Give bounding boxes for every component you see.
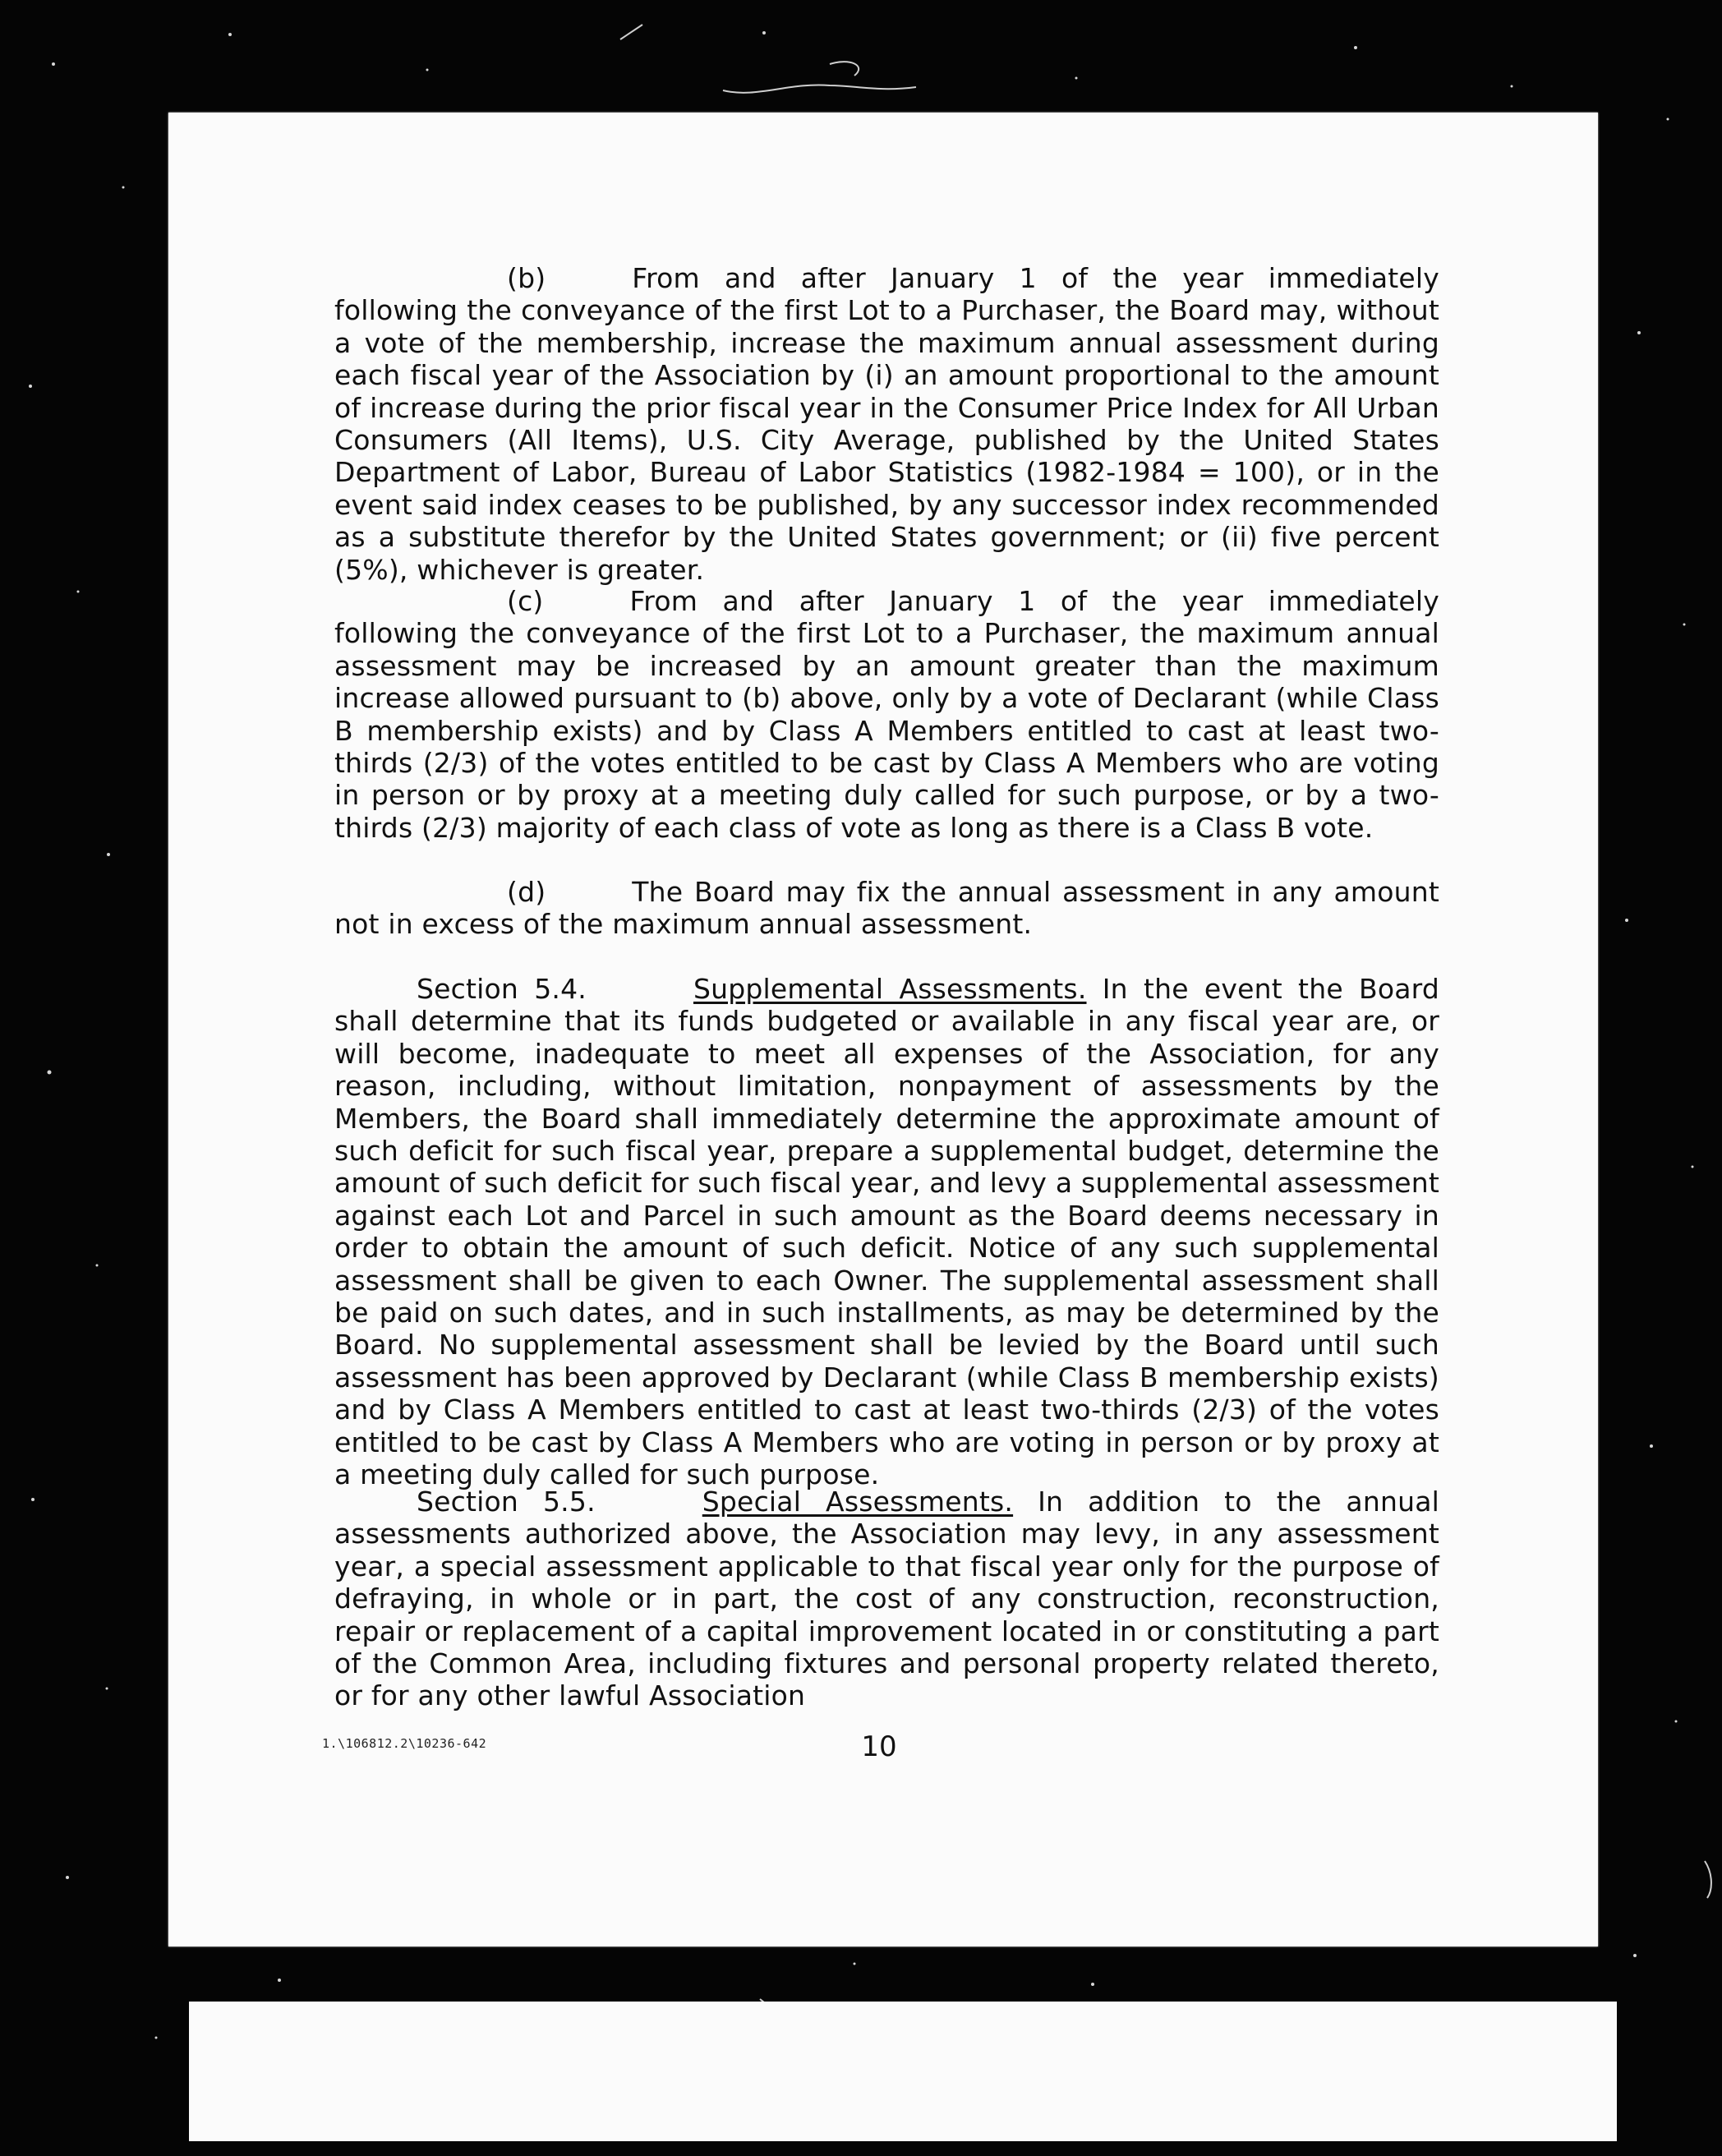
page-number: 10 [861,1730,897,1763]
section-5-5-number: Section 5.5. [417,1486,596,1518]
paragraph-b-label: (b) [507,262,546,294]
next-page-edge [189,2002,1617,2141]
section-5-4-heading: Supplemental Assessments. [693,973,1087,1005]
section-5-4-number: Section 5.4. [417,973,587,1005]
document-code: 1.\106812.2\10236-642 [322,1736,487,1751]
paragraph-c [334,585,1439,844]
paragraph-c-text: From and after January 1 of the year immediately following the conveyance of the first Lot to a Purchaser, the maximum annual assessment may be increased by an amount greater than the maximum increase allowed pursuant to (b) above, only by a vote of Declarant (while Class B membership exists) and by Class A Members entitled to cast at least two-thirds (2/3) of the votes entitled to be cast by Class A Members who are voting in person or by proxy at a meeting duly called for such purpose, or by a two-thirds (2/3) majority of each class of vote as long as there is a Class B vote. [334,585,1439,844]
paragraph-d-label: (d) [507,876,546,908]
paragraph-d [334,876,1439,941]
section-5-4-text: In the event the Board shall determine that its funds budgeted or available in any fiscal year are, or will become, inadequate to meet all expenses of the Association, for any reason, including, without limitation, nonpayment of assessments by the Members, the Board shall immediately determine the approximate amount of such deficit for such fiscal year, prepare a supplemental budget, determine the amount of such deficit for such fiscal year, and levy a supplemental assessment against each Lot and Parcel in such amount as the Board deems necessary in order to obtain the amount of such deficit. Notice of any such supplemental assessment shall be given to each Owner. The supplemental assessment shall be paid on such dates, and in such installments, as may be determined by the Board. No supplemental assessment shall be levied by the Board until such assessment has been approved by Declarant (while Class B membership exists) and by Class A Members entitled to cast at least two-thirds (2/3) of the votes entitled to be cast by Class A Members who are voting in person or by proxy at a meeting duly called for such purpose. [334,973,1439,1491]
section-5-5-heading: Special Assessments. [702,1486,1014,1518]
section-5-4 [334,973,1439,1491]
paragraph-d-text: The Board may fix the annual assessment in any amount not in excess of the maximum annual assessment. [334,876,1439,941]
paragraph-b [334,262,1439,586]
paragraph-c-label: (c) [507,585,544,617]
paragraph-b-text: From and after January 1 of the year immediately following the conveyance of the first Lot to a Purchaser, the Board may, without a vote of the membership, increase the maximum annual assessment during each fiscal year of the Association by (i) an amount proportional to the amount of increase during the prior fiscal year in the Consumer Price Index for All Urban Consumers (All Items), U.S. City Average, published by the United States Department of Labor, Bureau of Labor Statistics (1982-1984 = 100), or in the event said index ceases to be published, by any successor index recommended as a substitute therefor by the United States government; or (ii) five percent (5%), whichever is greater. [334,262,1439,586]
section-5-5-text: In addition to the annual assessments authorized above, the Association may levy, in any assessment year, a special assessment applicable to that fiscal year only for the purpose of defraying, in whole or in part, the cost of any construction, reconstruction, repair or replacement of a capital improvement located in or constituting a part of the Common Area, including fixtures and personal property related thereto, or for any other lawful Association [334,1486,1439,1712]
section-5-5 [334,1486,1439,1712]
